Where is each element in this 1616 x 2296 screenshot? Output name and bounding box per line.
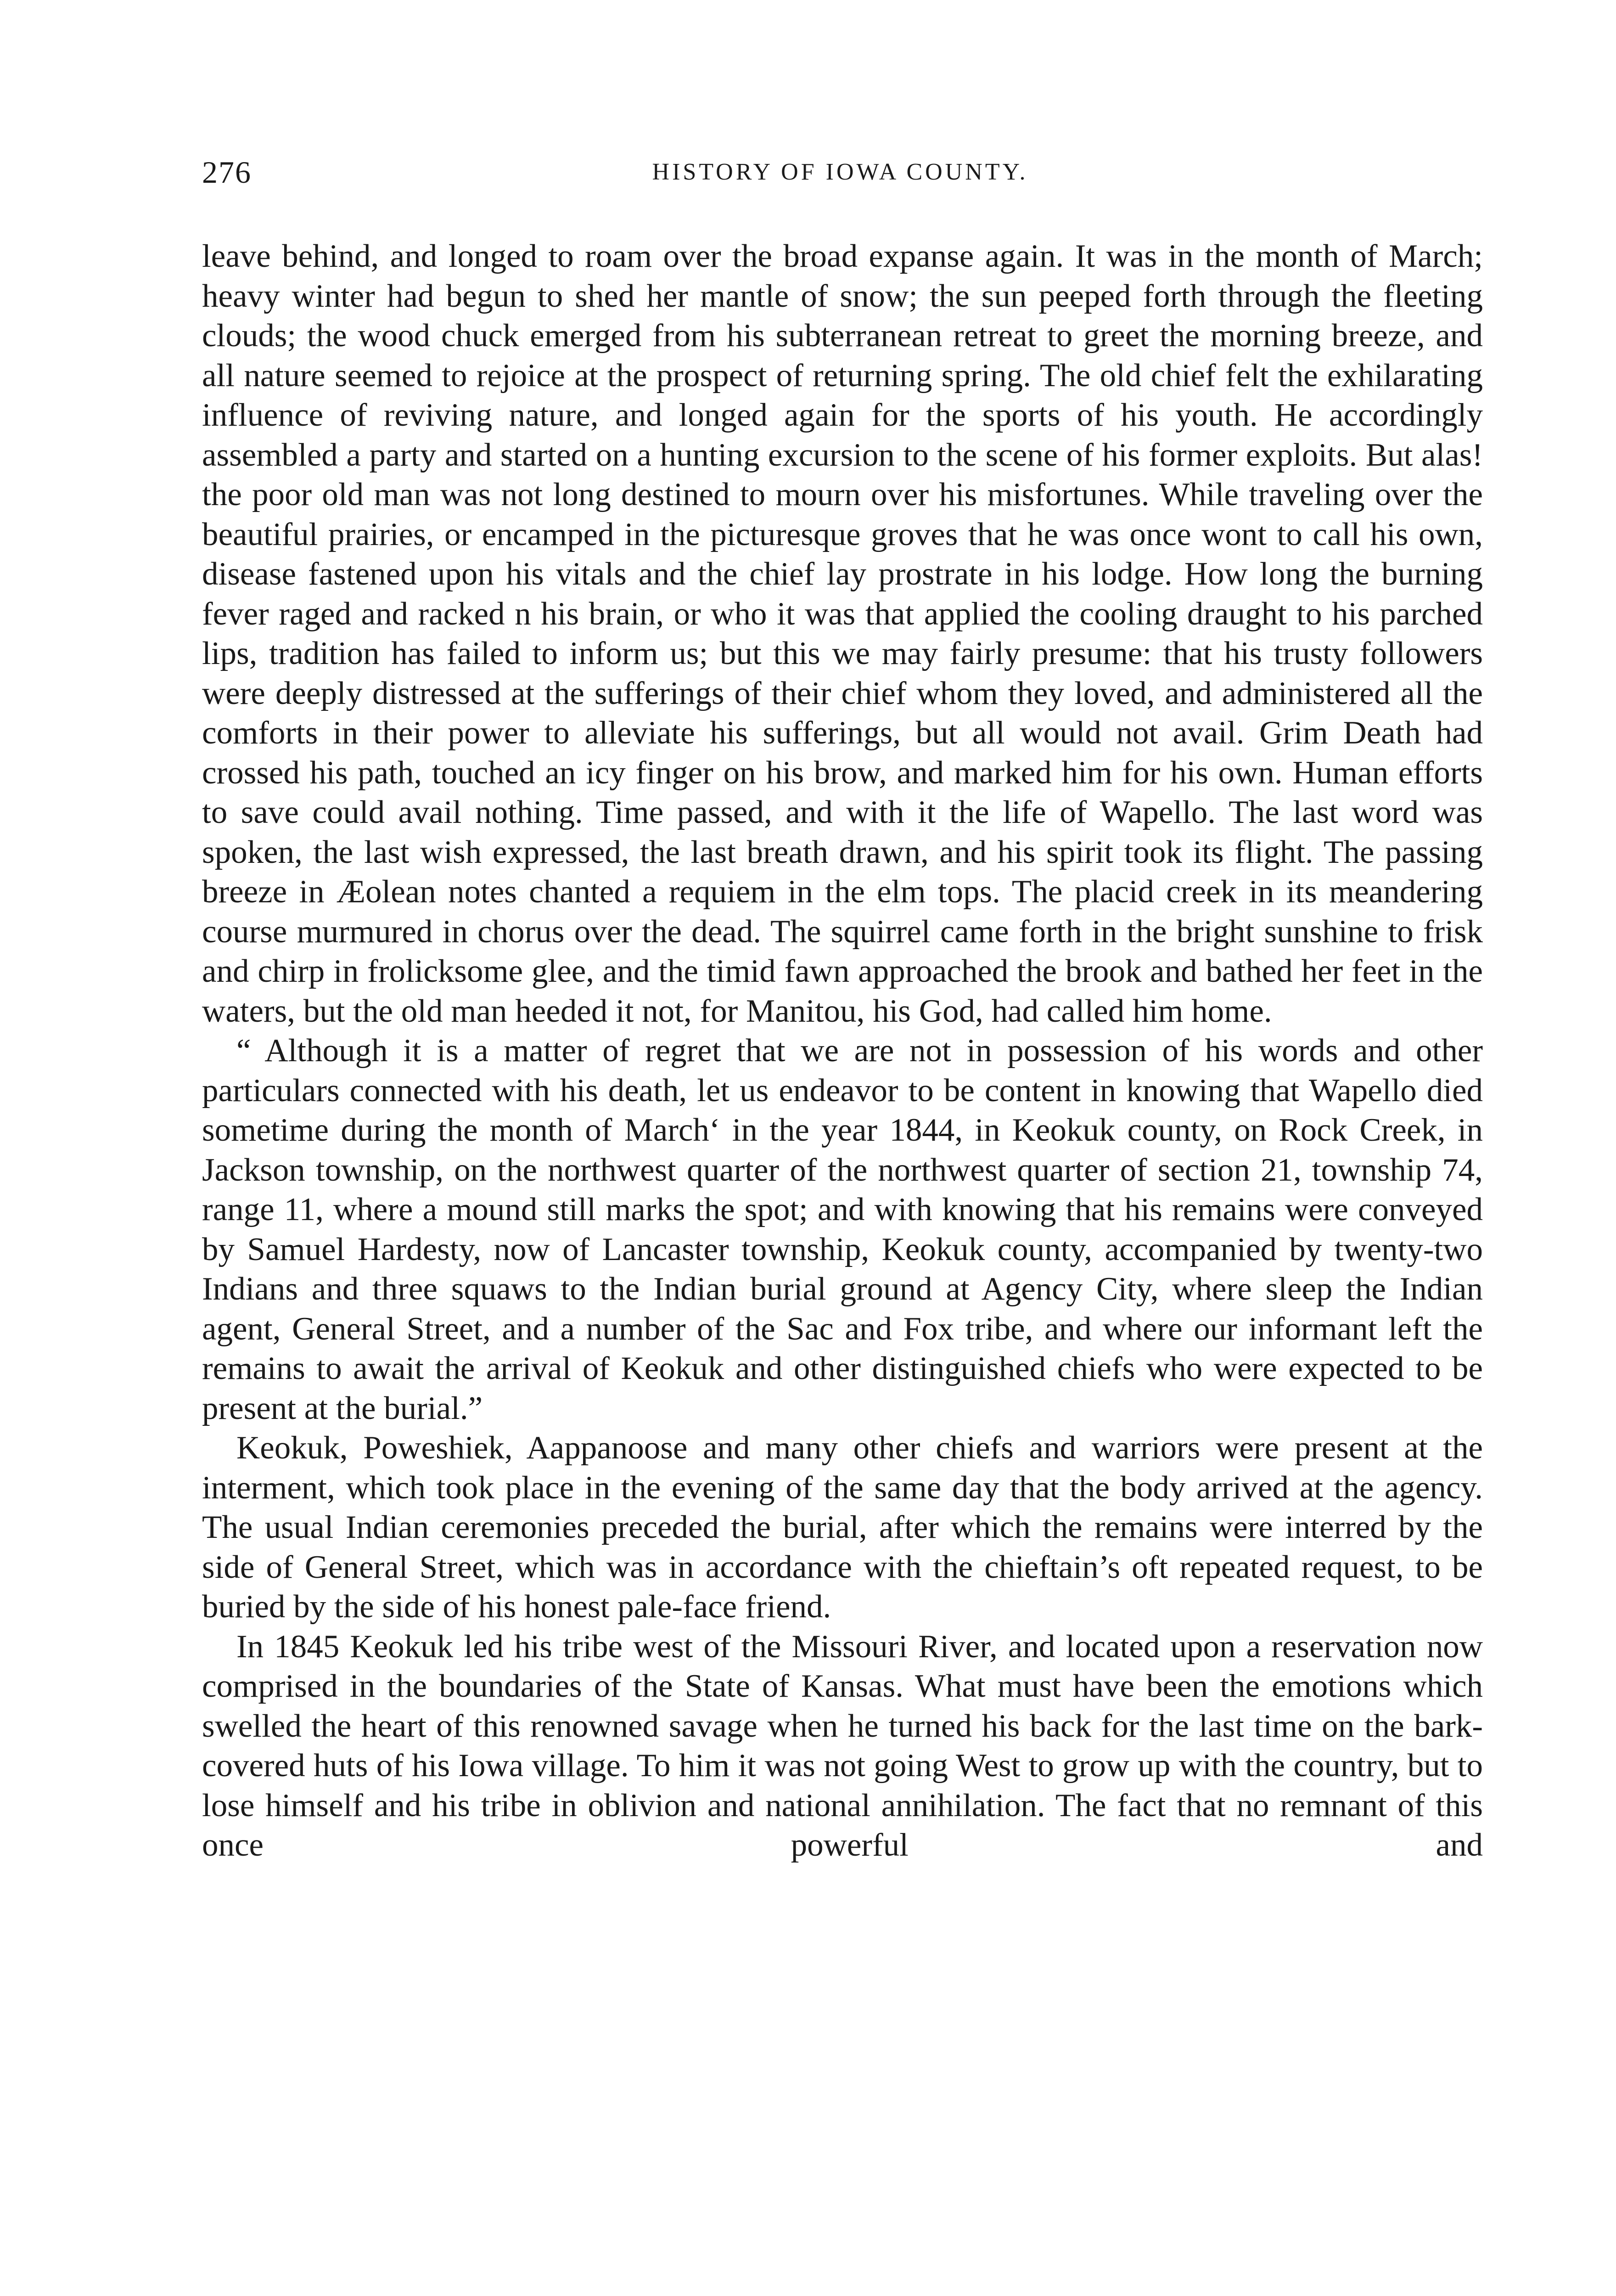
page-header xyxy=(202,152,1478,193)
paragraph-interment: Keokuk, Poweshiek, Aappanoose and many other chiefs and warriors were present at the interment, which took place in the evening of the same day that the body arrived at the agency. The usual Indian ceremonies preceded the burial, after which the remains were interred by the side of General Street, which was in accordance with the chieftain’s oft repeated request, to be buried by the side of his honest pale-face friend. xyxy=(202,1430,1483,1625)
running-head: HISTORY OF IOWA COUNTY. xyxy=(652,159,1028,185)
body-text xyxy=(202,236,1483,1865)
page-number: 276 xyxy=(202,155,252,190)
paragraph-burial-quote: “ Although it is a matter of regret that we are not in possession of his words and other particulars connected with his death, let us endeavor to be content in knowing that Wapello died sometime during the month of March‘ in the year 1844, in Keokuk county, on Rock Creek, in Jackson township, on the northwest quarter of the northwest quarter of section 21, township 74, range 11, where a mound still marks the spot; and with knowing that his remains were conveyed by Samuel Hardesty, now of Lancaster township, Keokuk county, accompanied by twenty-two Indians and three squaws to the Indian burial ground at Agency City, where sleep the Indian agent, General Street, and a number of the Sac and Fox tribe, and where our informant left the remains to await the arrival of Keokuk and other distinguished chiefs who were expected to be present at the burial.” xyxy=(202,1033,1483,1426)
paragraph-keokuk-migration: In 1845 Keokuk led his tribe west of the Missouri River, and located upon a reservation now comprised in the boundaries of the State of Kansas. What must have been the emotions which swelled the heart of this renowned savage when he turned his back for the last time on the bark-covered huts of his Iowa village. To him it was not going West to grow up with the country, but to lose himself and his tribe in oblivion and national annihilation. The fact that no remnant of this once powerful and xyxy=(202,1628,1483,1863)
paragraph-wapello-death: leave behind, and longed to roam over the broad expanse again. It was in the month of March; heavy winter had begun to shed her mantle of snow; the sun peeped forth through the fleeting clouds; the wood chuck emerged from his subterranean retreat to greet the morning breeze, and all nature seemed to rejoice at the prospect of returning spring. The old chief felt the exhilarating influence of reviving nature, and longed again for the sports of his youth. He accordingly assembled a party and started on a hunting excursion to the scene of his former exploits. But alas! the poor old man was not long destined to mourn over his misfortunes. While traveling over the beautiful prairies, or encamped in the picturesque groves that he was once wont to call his own, disease fastened upon his vitals and the chief lay prostrate in his lodge. How long the burning fever raged and racked n his brain, or who it was that applied the cooling draught to his parched lips, tradition has failed to inform us; but this we may fairly presume: that his trusty followers were deeply distressed at the sufferings of their chief whom they loved, and administered all the comforts in their power to alleviate his sufferings, but all would not avail. Grim Death had crossed his path, touched an icy finger on his brow, and marked him for his own. Human efforts to save could avail nothing. Time passed, and with it the life of Wapello. The last word was spoken, the last wish expressed, the last breath drawn, and his spirit took its flight. The passing breeze in Æolean notes chanted a requiem in the elm tops. The placid creek in its meandering course murmured in chorus over the dead. The squirrel came forth in the bright sunshine to frisk and chirp in frolicksome glee, and the timid fawn approached the brook and bathed her feet in the waters, but the old man heeded it not, for Manitou, his God, had called him home. xyxy=(202,238,1483,1029)
